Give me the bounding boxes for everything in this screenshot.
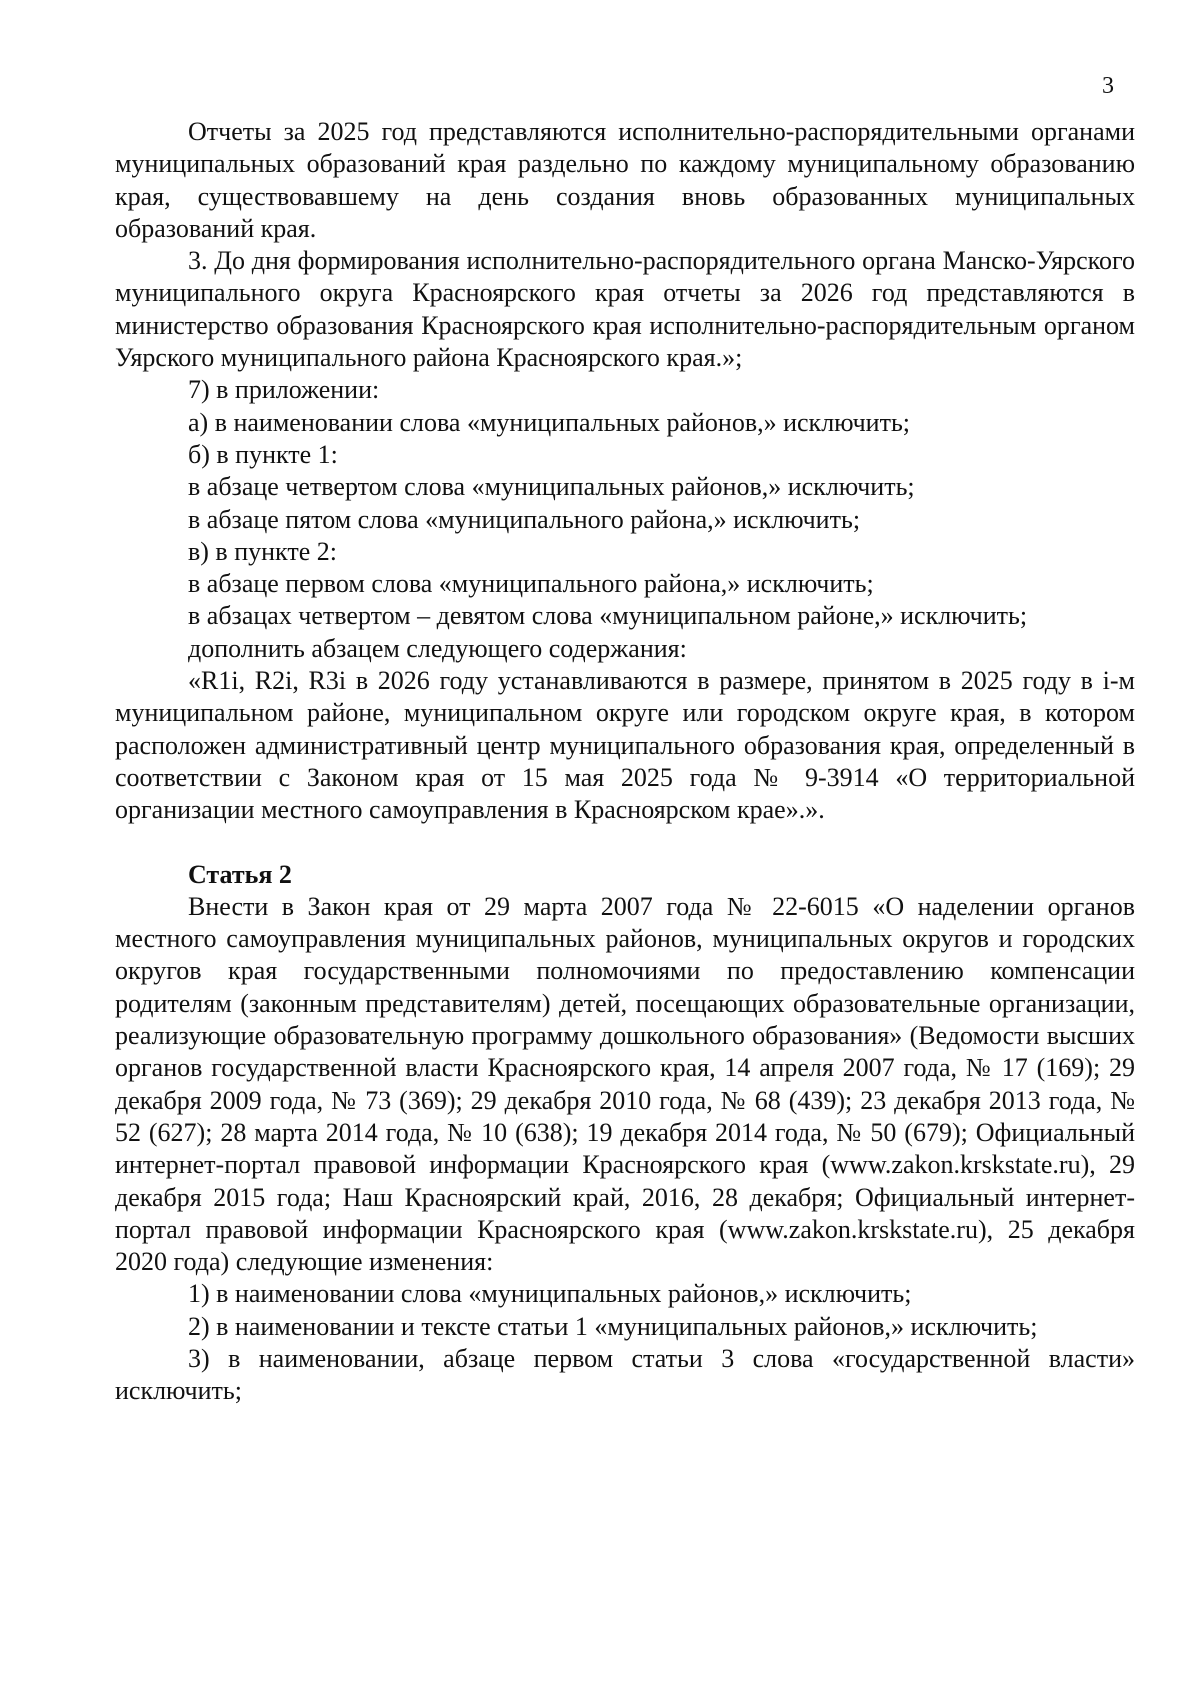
article-2-item-3: 3) в наименовании, абзаце первом статьи 3 слова «государственной власти» исключить; <box>115 1343 1135 1406</box>
paragraph-subitem-a: а) в наименовании слова «муниципальных районов,» исключить; <box>188 407 911 437</box>
article-2-heading: Статья 2 <box>188 859 292 889</box>
article-2-paragraph-intro: Внести в Закон края от 29 марта 2007 года № 22-6015 «О наделении органов местного самоуправления муниципальных районов, муниципальных округов и городских округов края государственными полномочиями по предоставлению компенсации родителям (законным представителям) детей, посещающих образовательные организации, реализующие образовательную программу дошкольного образования» (Ведомости высших органов государственной власти Красноярского края, 14 апреля 2007 года, № 17 (169); 29 декабря 2009 года, № 73 (369); 29 декабря 2010 года, № 68 (439); 23 декабря 2013 года, № 52 (627); 28 марта 2014 года, № 10 (638); 19 декабря 2014 года, № 50 (679); Официальный интернет-портал правовой информации Красноярского края (www.zakon.krskstate.ru), 29 декабря 2015 года; Наш Красноярский край, 2016, 28 декабря; Официальный интернет-портал правовой информации Красноярского края (www.zakon.krskstate.ru), 25 декабря 2020 года) следующие изменения: <box>115 891 1135 1277</box>
document-body <box>115 116 1135 1408</box>
paragraph-abzac-4: в абзаце четвертом слова «муниципальных районов,» исключить; <box>188 472 915 502</box>
paragraph-item-3: 3. До дня формирования исполнительно-распорядительного органа Манско-Уярского муниципального округа Красноярского края отчеты за 2026 год представляются в министерство образования Красноярского края исполнительно-распорядительным органом Уярского муниципального района Красноярского края.»; <box>115 246 1135 373</box>
paragraph-subitem-b: б) в пункте 1: <box>188 439 338 469</box>
paragraph-reports-2025: Отчеты за 2025 год представляются исполнительно-распорядительными органами муниципальных образований края раздельно по каждому муниципальному образованию края, существовавшему на день создания вновь образованных муниципальных образований края. <box>115 117 1135 243</box>
paragraph-subitem-v: в) в пункте 2: <box>188 536 337 566</box>
paragraph-abzac-5: в абзаце пятом слова «муниципального района,» исключить; <box>188 504 861 534</box>
article-2-item-2: 2) в наименовании и тексте статьи 1 «муниципальных районов,» исключить; <box>188 1311 1038 1341</box>
paragraph-supplement: дополнить абзацем следующего содержания: <box>188 633 687 663</box>
paragraph-abzac-4-9: в абзацах четвертом – девятом слова «муниципальном районе,» исключить; <box>188 601 1028 631</box>
article-2-item-1: 1) в наименовании слова «муниципальных районов,» исключить; <box>188 1279 912 1309</box>
page-number: 3 <box>1102 73 1114 99</box>
paragraph-r1i-quote: «R1i, R2i, R3i в 2026 году устанавливаются в размере, принятом в 2025 году в i-м муниципальном районе, муниципальном округе или городском округе края, в котором расположен административный центр муниципального образования края, определенный в соответствии с Законом края от 15 мая 2025 года № 9-3914 «О территориальной организации местного самоуправления в Красноярском крае».». <box>115 666 1135 825</box>
paragraph-abzac-1: в абзаце первом слова «муниципального района,» исключить; <box>188 569 874 599</box>
paragraph-item-7: 7) в приложении: <box>188 375 380 405</box>
